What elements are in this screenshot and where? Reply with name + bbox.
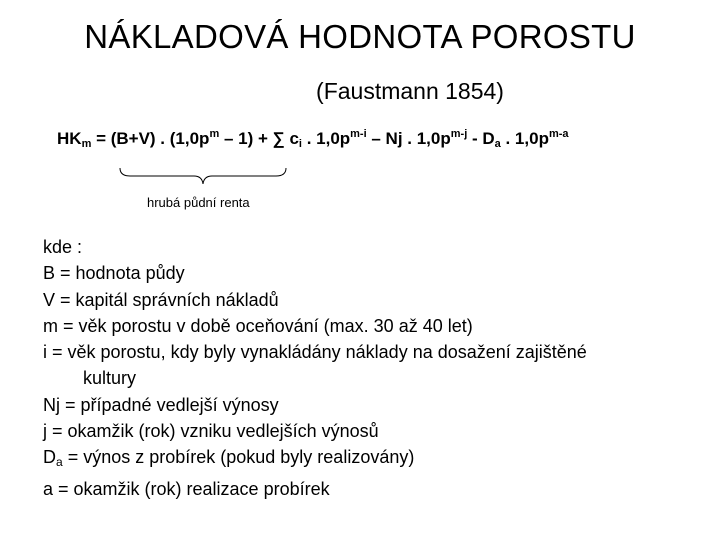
definition-intro: kde : <box>43 237 83 257</box>
formula-part-2: – 1) + ∑ c <box>219 129 299 148</box>
definition-v: V = kapitál správních nákladů <box>43 289 279 310</box>
definitions-list <box>43 234 713 502</box>
definition-i-continuation: kultury <box>83 368 137 389</box>
formula-a-subscript: a <box>494 138 501 150</box>
formula-exp-m: m <box>209 128 220 140</box>
definition-da-text: = výnos z probírek (pokud byly realizovány) <box>62 447 415 468</box>
formula-part-3: . 1,0p <box>301 129 351 148</box>
formula-hk: HK <box>57 129 82 148</box>
definition-nj: Nj = případné vedlejší výnosy <box>43 394 279 415</box>
formula-m-subscript: m <box>81 138 92 150</box>
definition-da-subscript: a <box>56 455 63 470</box>
definition-da <box>43 444 713 475</box>
slide-subtitle: (Faustmann 1854) <box>316 78 504 104</box>
slide-title: NÁKLADOVÁ HODNOTA POROSTU <box>84 18 636 55</box>
definition-j: j = okamžik (rok) vzniku vedlejších výnosů <box>43 421 379 442</box>
formula-exp-m-a: m-a <box>548 128 569 140</box>
curly-brace-icon <box>118 166 288 186</box>
brace-label: hrubá půdní renta <box>147 195 250 210</box>
definition-m: m = věk porostu v době oceňování (max. 30 až 40 let) <box>43 315 473 336</box>
formula-part-6: . 1,0p <box>500 129 549 148</box>
definition-b: B = hodnota půdy <box>43 263 185 284</box>
formula-i-subscript: i <box>298 138 302 150</box>
formula-exp-m-i: m-i <box>350 128 367 140</box>
definition-a: a = okamžik (rok) realizace probírek <box>43 478 330 499</box>
definition-i: i = věk porostu, kdy byly vynakládány náklady na dosažení zajištěné <box>43 342 587 363</box>
formula-part-5: - D <box>467 129 495 148</box>
formula-part-4: – Nj . 1,0p <box>366 129 451 148</box>
formula-part-1: = (B+V) . (1,0p <box>91 129 210 148</box>
definition-da-symbol: D <box>43 447 56 468</box>
faustmann-formula <box>57 128 717 150</box>
formula-exp-m-j: m-j <box>450 128 468 140</box>
